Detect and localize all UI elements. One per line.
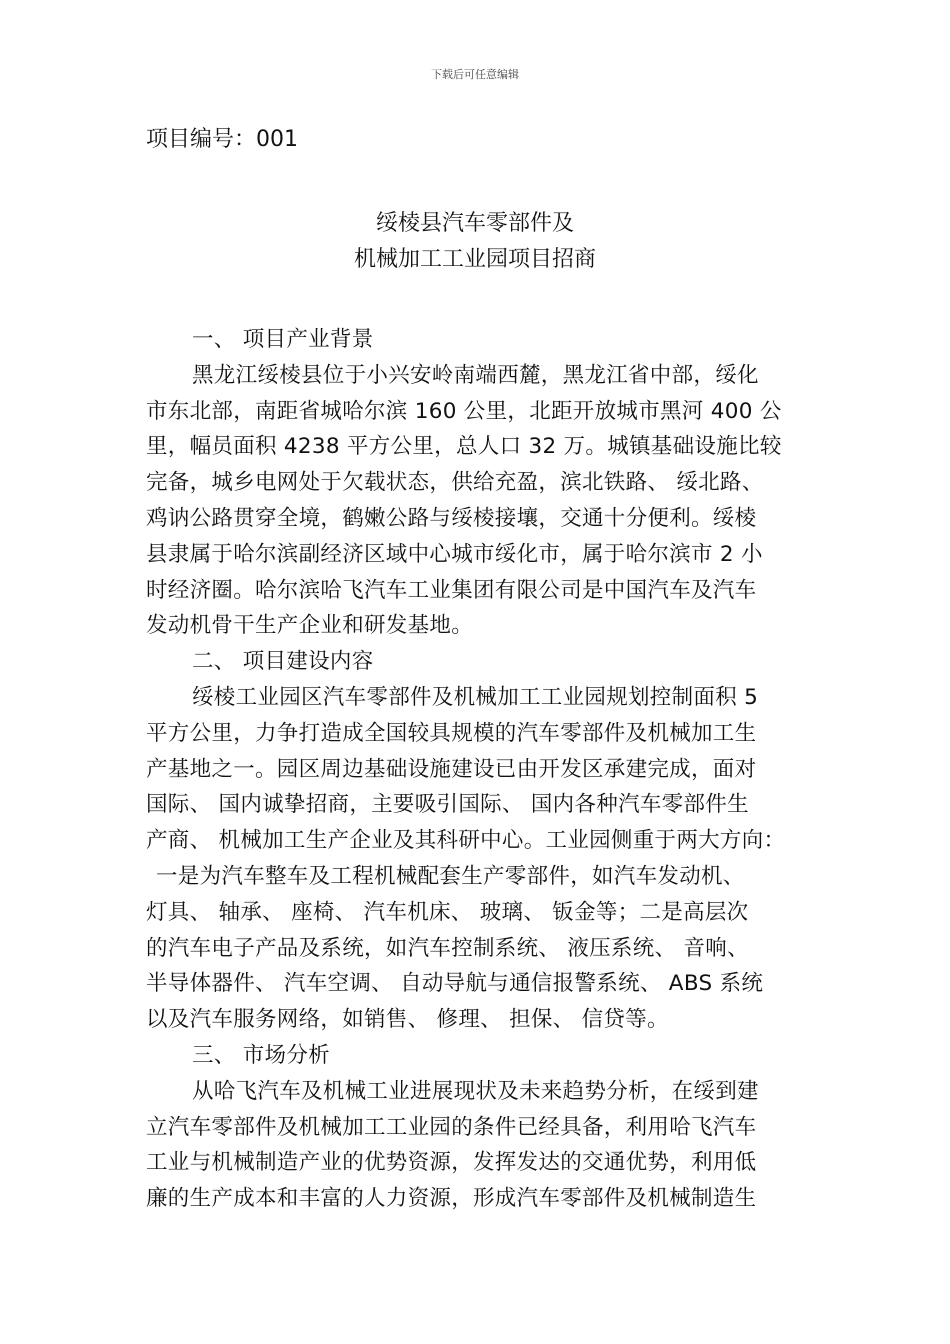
paragraph-line: 里，幅员面积 4238 平方公里，总人口 32 万。城镇基础设施比较 <box>146 434 782 460</box>
header-note: 下载后可任意编辑 <box>431 68 519 81</box>
paragraph-line: 县隶属于哈尔滨副经济区域中心城市绥化市，属于哈尔滨市 2 小 <box>146 541 763 567</box>
paragraph-line: 产商、 机械加工生产企业及其科研中心。工业园侧重于两大方向： <box>146 828 786 854</box>
paragraph-line: 时经济圈。哈尔滨哈飞汽车工业集团有限公司是中国汽车及汽车 <box>146 577 757 603</box>
paragraph-line: 从哈飞汽车及机械工业进展现状及未来趋势分析，在绥到建 <box>192 1078 759 1104</box>
document-title-line-2: 机械加工工业园项目招商 <box>353 247 596 272</box>
paragraph-line: 发动机骨干生产企业和研发基地。 <box>146 613 474 639</box>
document-title-line-1: 绥棱县汽车零部件及 <box>375 211 574 236</box>
document-body <box>146 322 806 1217</box>
paragraph-line: 工业与机械制造产业的优势资源，发挥发达的交通优势，利用低 <box>146 1150 757 1176</box>
paragraph-line: 立汽车零部件及机械加工工业园的条件已经具备，利用哈飞汽车 <box>146 1114 757 1140</box>
paragraph-line: 平方公里，力争打造成全国较具规模的汽车零部件及机械加工生 <box>146 720 757 746</box>
paragraph-line: 国际、 国内诚挚招商，主要吸引国际、 国内各种汽车零部件生 <box>146 792 749 818</box>
section-heading: 一、 项目产业背景 <box>192 327 374 352</box>
section-heading: 二、 项目建设内容 <box>192 649 374 675</box>
paragraph-line: 以及汽车服务网络，如销售、 修理、 担保、 信贷等。 <box>146 1007 669 1033</box>
project-number: 项目编号：001 <box>146 127 298 152</box>
paragraph-line: 灯具、 轴承、 座椅、 汽车机床、 玻璃、 钣金等；二是高层次 <box>146 899 749 925</box>
paragraph-line: 黑龙江绥棱县位于小兴安岭南端西麓，黑龙江省中部，绥化 <box>192 362 759 388</box>
paragraph-line: 的汽车电子产品及系统，如汽车控制系统、 液压系统、 音响、 <box>146 935 749 961</box>
paragraph-line: 绥棱工业园区汽车零部件及机械加工工业园规划控制面积 5 <box>192 684 759 710</box>
paragraph-line: 廉的生产成本和丰富的人力资源，形成汽车零部件及机械制造生 <box>146 1186 757 1212</box>
paragraph-line: 半导体器件、 汽车空调、 自动导航与通信报警系统、 ABS 系统 <box>146 971 764 997</box>
section-heading: 三、 市场分析 <box>192 1042 330 1068</box>
paragraph-line: 产基地之一。园区周边基础设施建设已由开发区承建完成，面对 <box>146 756 757 782</box>
paragraph-line: 完备，城乡电网处于欠载状态，供给充盈，滨北铁路、 绥北路、 <box>146 470 764 496</box>
paragraph-line: 市东北部，南距省城哈尔滨 160 公里，北距开放城市黑河 400 公 <box>146 398 782 424</box>
paragraph-line: 一是为汽车整车及工程机械配套生产零部件，如汽车发动机、 <box>156 863 745 889</box>
paragraph-line: 鸡讷公路贯穿全境，鹤嫩公路与绥棱接壤，交通十分便利。绥棱 <box>146 505 757 531</box>
